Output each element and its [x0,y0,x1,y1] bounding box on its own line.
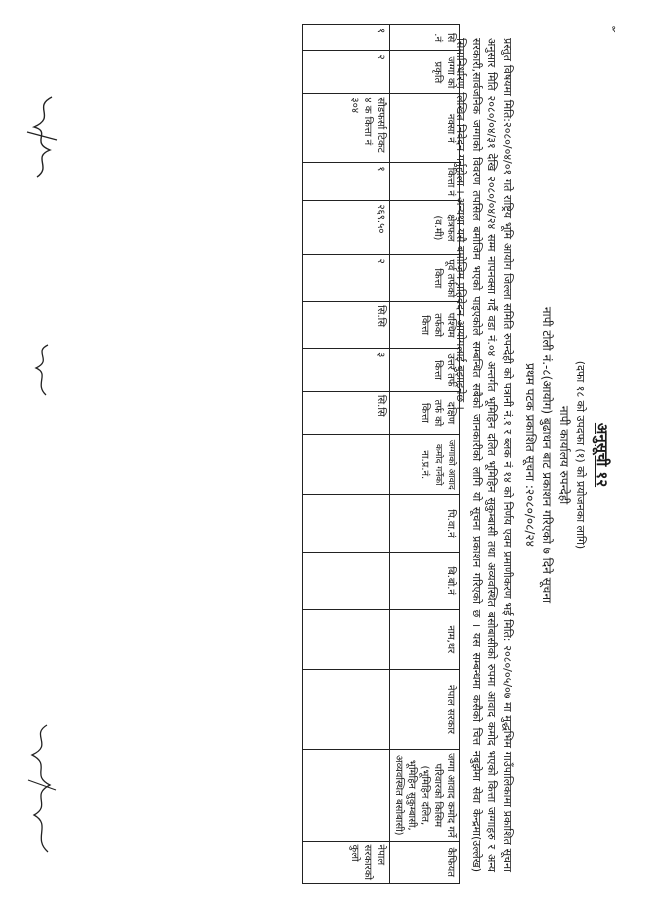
header-west: पश्चिम तर्फको कित्ता [390,302,460,349]
header-kitta: कित्ता नं [390,163,460,201]
cell-grandfather [303,552,390,609]
header-father: पि.वा.नं [390,495,460,552]
header-citizenship [390,435,460,495]
cell-west: सि.सि [303,302,390,349]
land-table [302,24,460,884]
header-name: नाम,थर [390,609,460,669]
header-grandfather: बि.बो.नं [390,552,460,609]
first-publish-date: प्रथम पटक प्रकाशित सूचना :२०८०/०८/२४ [523,363,537,547]
cell-east: २ [303,255,390,302]
signature-middle [28,340,58,400]
header-east: पूर्व तर्फको कित्ता [390,255,460,302]
cell-father [303,495,390,552]
cell-kitta: १ [303,163,390,201]
notice-title: नापी टोली नं.-८(आयोग) बुढाधन बाट प्रकाशन गरिएको ७ दिने सूचना [540,306,554,604]
notice-body: प्रस्तुत विषयमा मिति:२०८०/०४/०१ गते राष्ट्रिय भूमि आयोग जिल्ला समिति रुपन्देही को पत्रानी नं.१ र ब्लक नं १४ को निर्णय एवम प्रमाणीकरण भई मिति: २०८०/०५/०७ मा मुद्धभिम गाउँपालिकामा प्रकाशित सूचना अनुसार मिति २०८०/०४/३१ देखि २०८०/०४/२४ सम्म नापनक्सा गर्दै वडा नं.०४ अन्तर्गत भूमिहिन दलित भूमिहिन सुकुम्बासी तथा अव्यवस्थित बसोबासीको रुपमा आवाद कमोद भएको कित्ता जग्गाहरु र अन्य सरकारी,सार्वजनिक जग्गाको विवरण तपसिल बमोजिम भएको पाइएकोले सम्बन्धित सबैको जानकारीको लागि यो सूचना प्रकाशन गरिएको छ । यस सम्बन्धमा कसैको चित्त नबुझेमा सेवा केन्द्रमा(उल्लेख) सिमानिर्धारण लिखित निवेदन गर्नुहोला । अन्यथा यसै बमोजिम प्रतिवेदन आयोगलाई बुझाइनेछ । [454,38,514,872]
cell-south: सि.सि [303,391,390,434]
office-name: नापी कार्यालय रुपन्देही [557,405,571,505]
annex-title: अनुसूची १२ [593,422,611,488]
header-north: उत्तर तर्फ कित्ता [390,349,460,392]
cell-occupant-type [303,750,390,841]
header-land-type: जग्गा को प्रकृति [390,51,460,94]
table-header-row [390,25,460,884]
cell-name [303,609,390,669]
header-citizenship-label: ना.प्र.नं. [419,450,430,480]
header-owner-group: जग्गाको आवाद कमोद गर्नेको [433,439,456,490]
cell-citizenship [303,435,390,495]
header-map-no: नक्सा नं [390,94,460,163]
header-area: क्षेत्रफल (व.मी) [390,201,460,255]
signature-top [22,92,62,182]
cell-remarks: नेपाल सरकारको कुलो [303,841,390,883]
cell-sn: १ [303,25,390,51]
header-remarks: कैफियत [390,841,460,883]
signature-bottom [22,720,62,860]
page-number: १ [611,25,616,35]
cell-north: ३ [303,349,390,392]
document-header [521,20,610,890]
cell-current-owner [303,669,390,749]
cell-map-no: सौडफर्सा टिकट ४ क कित्ता नं ३०४ [303,94,390,163]
header-south: दक्षिण तर्फ को कित्ता [390,391,460,434]
table-row [303,25,390,884]
cell-land-type: २ [303,51,390,94]
annex-subtitle: (दफा १८ को उपदफा (१) को प्रयोजनका लागि) [574,360,587,550]
header-occupant-type: जग्गा आवाद कमोद गर्ने परिवारको किसिम (भूमिहिन दलित, भूमिहिन सुकुम्बासी, अव्यवस्थित बसोबासी) [390,750,460,841]
header-current-owner: नेपाल सरकार [390,669,460,749]
document-sheet [50,20,610,890]
header-sn: सि .नं [390,25,460,51]
cell-area: २६९.५० [303,201,390,255]
